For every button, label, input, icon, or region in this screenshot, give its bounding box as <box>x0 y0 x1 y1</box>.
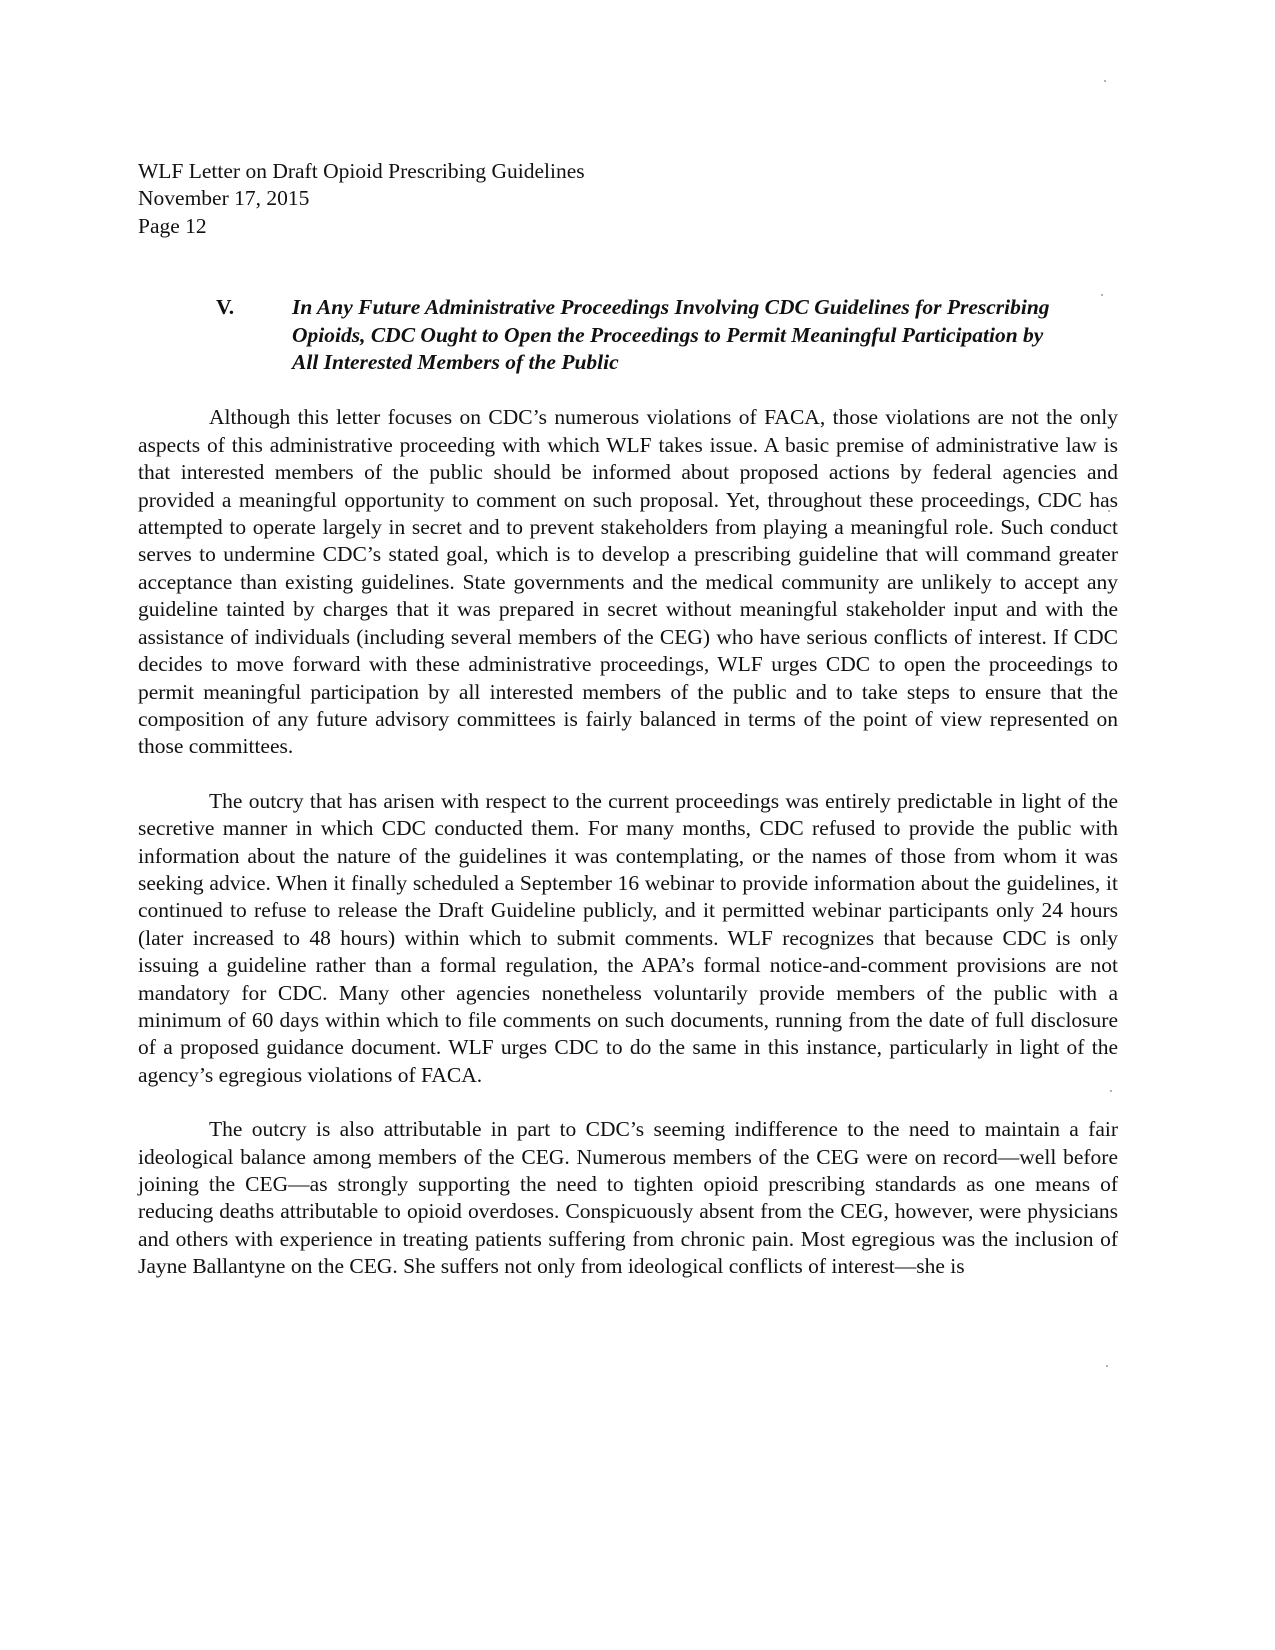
header-date: November 17, 2015 <box>138 186 310 211</box>
section-heading <box>138 294 1118 376</box>
header-page-number: Page 12 <box>138 213 207 238</box>
body-paragraph: The outcry that has arisen with respect to the current proceedings was entirely predictable in light of the secretive manner in which CDC conducted them. For many months, CDC refused to provide the public with information about the nature of the guidelines it was contemplating, or the names of those from whom it was seeking advice. When it finally scheduled a September 16 webinar to provide information about the guidelines, it continued to refuse to release the Draft Guideline publicly, and it permitted webinar participants only 24 hours (later increased to 48 hours) within which to submit comments. WLF recognizes that because CDC is only issuing a guideline rather than a formal regulation, the APA’s formal notice-and-comment provisions are not mandatory for CDC. Many other agencies nonetheless voluntarily provide members of the public with a minimum of 60 days within which to file comments on such documents, running from the date of full disclosure of a proposed guidance document. WLF urges CDC to do the same in this instance, particularly in light of the agency’s egregious violations of FACA. <box>138 788 1118 1087</box>
scan-speck <box>1106 1365 1108 1367</box>
section-title: In Any Future Administrative Proceedings Involving CDC Guidelines for Prescribing Opioids, CDC Ought to Open the Proceedings to Permit Meaningful Participation by All Interested Members of the Public <box>292 295 1050 375</box>
body-paragraph: The outcry is also attributable in part to CDC’s seeming indifference to the need to maintain a fair ideological balance among members of the CEG. Numerous members of the CEG were on record—well before joining the CEG—as strongly supporting the need to tighten opioid prescribing standards as one means of reducing deaths attributable to opioid overdoses. Conspicuously absent from the CEG, however, were physicians and others with experience in treating patients suffering from chronic pain. Most egregious was the inclusion of Jayne Ballantyne on the CEG. She suffers not only from ideological conflicts of interest—she is <box>138 1117 1118 1279</box>
scan-speck <box>1104 80 1106 82</box>
section-number: V. <box>216 295 235 320</box>
header-title: WLF Letter on Draft Opioid Prescribing Guidelines <box>138 159 585 183</box>
body-paragraph: Although this letter focuses on CDC’s numerous violations of FACA, those violations are not the only aspects of this administrative proceeding with which WLF takes issue. A basic premise of administrative law is that interested members of the public should be informed about proposed actions by federal agencies and provided a meaningful opportunity to comment on such proposal. Yet, throughout these proceedings, CDC has attempted to operate largely in secret and to prevent stakeholders from playing a meaningful role. Such conduct serves to undermine CDC’s stated goal, which is to develop a prescribing guideline that will command greater acceptance than existing guidelines. State governments and the medical community are unlikely to accept any guideline tainted by charges that it was prepared in secret without meaningful stakeholder input and with the assistance of individuals (including several members of the CEG) who have serious conflicts of interest. If CDC decides to move forward with these administrative proceedings, WLF urges CDC to open the proceedings to permit meaningful participation by all interested members of the public and to take steps to ensure that the composition of any future advisory committees is fairly balanced in terms of the point of view represented on those committees. <box>138 405 1118 759</box>
letter-header <box>138 158 1118 240</box>
letter-body <box>138 158 1118 1281</box>
